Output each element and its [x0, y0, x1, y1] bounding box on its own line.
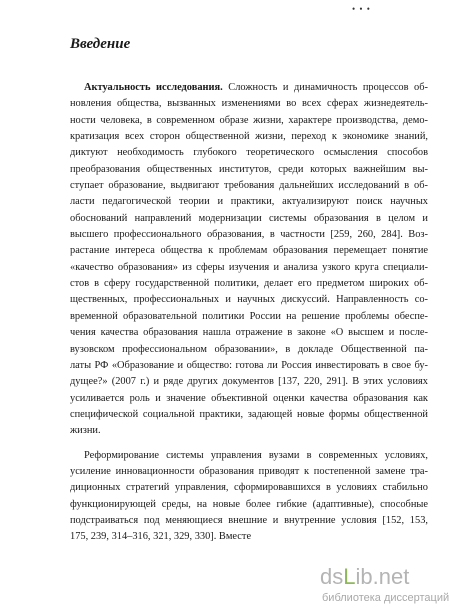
paragraph-line: жизни. [70, 425, 101, 437]
paragraph-line: ности человека, в современном образе жизни, характере производства, демо- [70, 114, 428, 126]
lead-bold: Актуальность исследования. [84, 82, 223, 93]
paragraph-line: кратизация всех сторон общественной жизни, переход к экономике знаний, [70, 131, 428, 143]
watermark-subtitle: библиотека диссертаций [322, 592, 450, 604]
paragraph-line: новления общества, вызванных изменениями во всех сферах жизнедеятель- [70, 98, 428, 110]
paragraph-line: подстраиваться под меняющиеся внешние и внутренние условия [152, 153, [70, 514, 428, 526]
watermark-brand: dsLib.net [320, 564, 410, 589]
paragraph-line: преобразования общественных институтов, среди которых важнейшим вы- [70, 163, 428, 175]
page-marker: • • • [352, 4, 371, 14]
paragraph-line: диционных стратегий управления, сформировавшихся в условиях стабильно [70, 482, 428, 494]
paragraph-line: стов в сферу государственной политики, делает его предметом широких об- [70, 278, 428, 290]
paragraph-line: специфической социальной практики, задающей новые формы общественной [70, 408, 428, 420]
paragraph-line: дущее?» (2007 г.) и ряде других документов [137, 220, 291]. В этих условиях [70, 376, 428, 388]
paragraph-line: щественных, профессиональных и научных дискуссий. Направленность со- [70, 294, 428, 306]
paragraph-line: «качество образования» из сферы изучения и анализа узкого круга специали- [70, 261, 428, 273]
paragraph-line: 175, 239, 314–316, 321, 329, 330]. Вместе [70, 531, 252, 543]
paragraph-line: ласти педагогической теории и практики, актуализируют поиск научных [70, 196, 428, 208]
paragraph-line: временной образовательной политики России на решение проблемы обеспе- [70, 310, 428, 322]
paragraph-line: вузовском профессиональном образовании», в докладе Общественной па- [70, 343, 428, 355]
paragraph-line: ступает образование, выдвигают требования дальнейших исследований в об- [70, 180, 428, 192]
body-text [70, 80, 428, 546]
paragraph-line: диктуют необходимость глубокого теоретического осмысления способов [70, 147, 428, 159]
paragraph-line: усиление инновационности образования приводят к постепенной замене тра- [70, 465, 428, 477]
paragraph-line: обоснований направлений модернизации системы образования в целом и [70, 212, 428, 224]
paragraph-line: высшего профессионального образования, в частности [259, 260, 284]. Воз- [70, 229, 428, 241]
paragraph-line: растание интереса общества к проблемам образования перемещает понятие [70, 245, 428, 257]
paragraph-line: Реформирование системы управления вузами в современных условиях, [84, 449, 428, 461]
paragraph-line: чения качества образования нашла отражение в законе «О высшем и после- [70, 327, 428, 339]
paragraph-line: Актуальность исследования. Сложность и динамичность процессов об- [84, 82, 428, 93]
paragraph-line: латы РФ «Образование и общество: готова ли Россия инвестировать в свое бу- [70, 359, 428, 371]
watermark-logo [320, 564, 450, 610]
section-heading: Введение [70, 36, 131, 52]
paragraph-line: функционирующей среды, на новые более гибкие (адаптивные), способные [70, 498, 428, 510]
paragraph-line: усиливается роль и значение объективной оценки качества образования как [70, 392, 428, 404]
